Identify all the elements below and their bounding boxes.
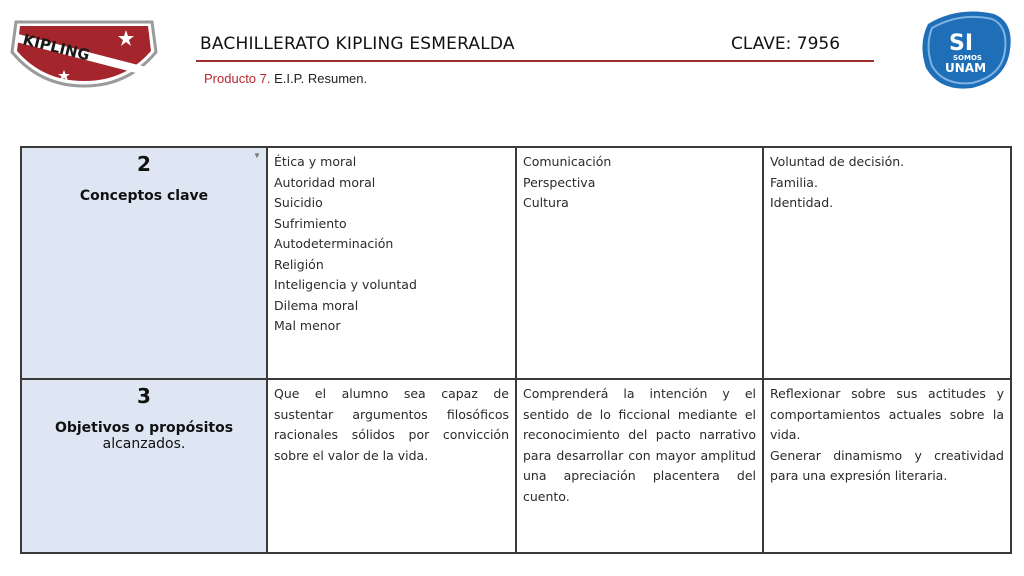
product-subtitle	[204, 71, 367, 86]
table-cell	[516, 147, 763, 379]
list-item: Perspectiva	[523, 174, 596, 190]
objective-text: Que el alumno sea capaz de sustentar argumentos filosóficos racionales sólidos por convicción sobre el valor de la vida.	[274, 386, 509, 463]
list-item: Cultura	[523, 195, 569, 210]
list-item: Dilema moral	[274, 297, 359, 313]
list-item: Autoridad moral	[274, 174, 376, 190]
row-number: 3	[137, 384, 151, 408]
objective-text: Comprenderá la intención y el sentido de lo ficcional mediante el reconocimiento del pacto narrativo para desarrollar con mayor amplitud una apreciación placentera del cuento.	[523, 386, 756, 504]
list-item: Sufrimiento	[274, 215, 347, 231]
unam-logo-somos: SOMOS	[953, 54, 982, 62]
header-divider	[196, 60, 874, 62]
clave-code: CLAVE: 7956	[731, 34, 841, 54]
kipling-logo	[8, 12, 160, 88]
unam-logo-si: SI	[949, 31, 974, 56]
list-item: Identidad.	[770, 195, 834, 210]
list-item: Mal menor	[274, 318, 341, 333]
row-label-continuation: alcanzados.	[102, 436, 186, 452]
product-prefix: Producto 7.	[204, 71, 271, 86]
table-cell	[516, 379, 763, 553]
objective-text: Generar dinamismo y creatividad para una expresión literaria.	[770, 447, 1004, 483]
si-somos-unam-logo	[918, 8, 1014, 90]
row-label-cell	[21, 379, 267, 553]
kipling-logo-text: KIPLING	[21, 30, 92, 65]
row-label: Objetivos o propósitos	[54, 420, 234, 436]
row-label: Conceptos clave	[79, 188, 209, 204]
objective-text: Reflexionar sobre sus actitudes y comportamientos actuales sobre la vida.	[770, 386, 1004, 442]
table-row	[21, 379, 1011, 553]
row-label-cell	[21, 147, 267, 379]
list-item: Inteligencia y voluntad	[274, 277, 417, 292]
concept-list	[770, 152, 1004, 214]
unam-logo-unam: UNAM	[945, 61, 987, 75]
list-item: Voluntad de decisión.	[770, 154, 905, 169]
list-item: Ética y moral	[274, 154, 357, 169]
product-title: E.I.P. Resumen.	[274, 71, 368, 86]
table-cell	[763, 379, 1011, 553]
table-cell	[267, 147, 516, 379]
table-row	[21, 147, 1011, 379]
table-cell	[267, 379, 516, 553]
list-item: Autodeterminación	[274, 236, 394, 251]
row-number: 2	[137, 152, 151, 176]
list-item: Familia.	[770, 174, 818, 190]
list-item: Comunicación	[523, 154, 612, 169]
table-cell	[763, 147, 1011, 379]
concept-list	[274, 152, 509, 337]
summary-table	[20, 146, 1012, 554]
list-item: Suicidio	[274, 195, 323, 210]
cell-dropdown-marker-icon: ▼	[253, 151, 261, 160]
list-item: Religión	[274, 256, 324, 272]
school-name: BACHILLERATO KIPLING ESMERALDA	[200, 34, 515, 54]
concept-list	[523, 152, 756, 214]
